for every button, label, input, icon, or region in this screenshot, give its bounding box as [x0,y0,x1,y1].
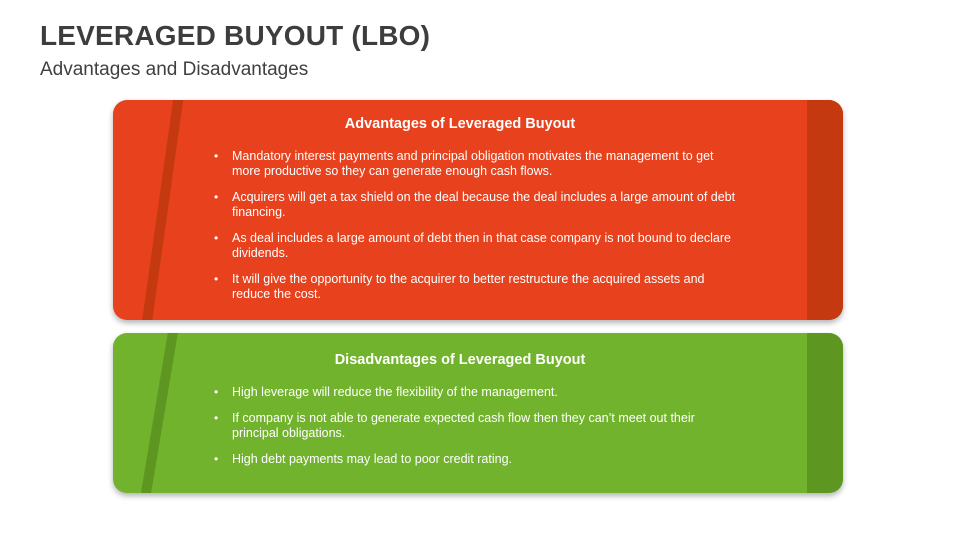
advantages-bullet-item: • As deal includes a large amount of debt then in that case company is not bound to declare dividends. [213,231,741,262]
right-accent-band [807,333,843,493]
disadvantages-bullet-item: • High leverage will reduce the flexibility of the management. [213,385,741,400]
disadvantages-bullet-list [213,385,741,478]
advantages-bullet-item: • Mandatory interest payments and principal obligation motivates the management to get more productive so they can generate enough cash flows. [213,149,741,180]
disadvantages-bullet-item: • If company is not able to generate expected cash flow then they can’t meet out their principal obligations. [213,411,741,442]
advantages-bullet-list [213,149,741,313]
slide-subtitle: Advantages and Disadvantages [40,59,309,80]
advantages-bullet-item: • Acquirers will get a tax shield on the deal because the deal includes a large amount of debt financing. [213,190,741,221]
disadvantages-card [113,333,843,493]
right-accent-band [807,100,843,320]
slide-title: LEVERAGED BUYOUT (LBO) [40,20,431,51]
advantages-bullet-item: • It will give the opportunity to the acquirer to better restructure the acquired assets and reduce the cost. [213,272,741,303]
advantages-card [113,100,843,320]
disadvantages-card-header: Disadvantages of Leveraged Buyout [334,352,586,368]
disadvantages-bullet-item: • High debt payments may lead to poor credit rating. [213,452,741,467]
advantages-card-header: Advantages of Leveraged Buyout [344,116,576,132]
diagonal-accent-stripe [138,100,187,320]
